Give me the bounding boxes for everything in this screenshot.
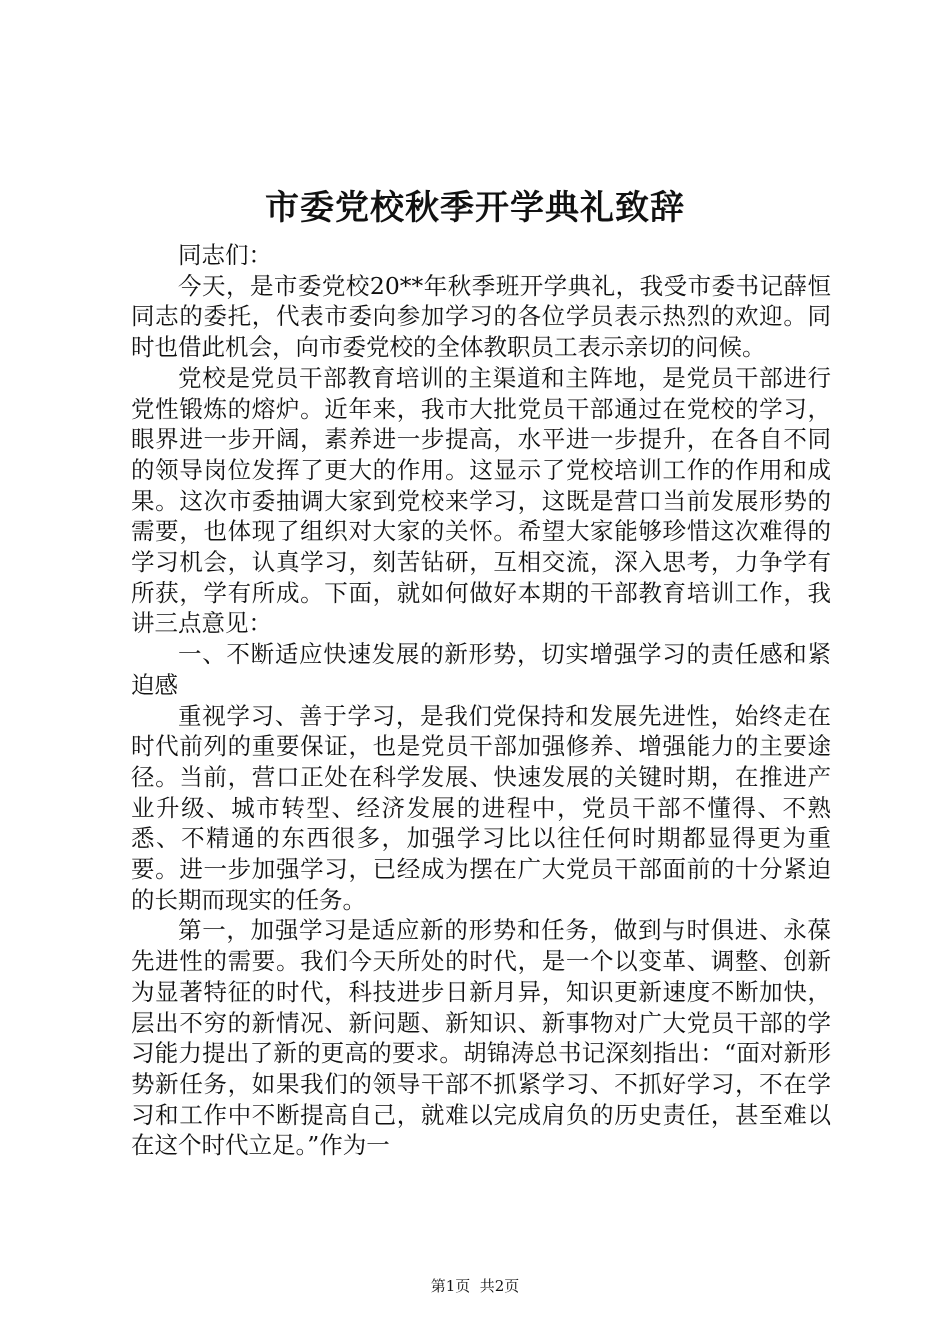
salutation: 同志们： (178, 241, 272, 269)
paragraph: 今天，是市委党校20**年秋季班开学典礼，我受市委书记薛恒同志的委托，代表市委向参加学习的各位学员表示热烈的欢迎。同时也借此机会，向市委党校的全体教职员工表示亲切的问候。 (131, 271, 831, 362)
paragraph: 重视学习、善于学习，是我们党保持和发展先进性，始终走在时代前列的重要保证，也是党员干部加强修养、增强能力的主要途径。当前，营口正处在科学发展、快速发展的关键时期，在推进产业升级、城市转型、经济发展的进程中，党员干部不懂得、不熟悉、不精通的东西很多，加强学习比以往任何时期都显得更为重要。进一步加强学习，已经成为摆在广大党员干部面前的十分紧迫的长期而现实的任务。 (131, 701, 831, 914)
document-body (131, 240, 831, 1161)
page-indicator: 第1页 共2页 (430, 1277, 520, 1295)
section-heading: 一、不断适应快速发展的新形势，切实增强学习的责任感和紧迫感 (131, 640, 831, 699)
document-title: 市委党校秋季开学典礼致辞 (265, 188, 685, 228)
paragraph: 党校是党员干部教育培训的主渠道和主阵地，是党员干部进行党性锻炼的熔炉。近年来，我市大批党员干部通过在党校的学习，眼界进一步开阔，素养进一步提高，水平进一步提升，在各自不同的领导岗位发挥了更大的作用。这显示了党校培训工作的作用和成果。这次市委抽调大家到党校来学习，这既是营口当前发展形势的需要，也体现了组织对大家的关怀。希望大家能够珍惜这次难得的学习机会，认真学习，刻苦钻研，互相交流，深入思考，力争学有所获，学有所成。下面，就如何做好本期的干部教育培训工作，我讲三点意见： (131, 363, 831, 638)
paragraph: 第一，加强学习是适应新的形势和任务，做到与时俱进、永葆先进性的需要。我们今天所处的时代，是一个以变革、调整、创新为显著特征的时代，科技进步日新月异，知识更新速度不断加快，层出不穷的新情况、新问题、新知识、新事物对广大党员干部的学习能力提出了新的更高的要求。胡锦涛总书记深刻指出：“面对新形势新任务，如果我们的领导干部不抓紧学习、不抓好学习，不在学习和工作中不断提高自己，就难以完成肩负的历史责任，甚至难以在这个时代立足。”作为一 (131, 916, 831, 1160)
